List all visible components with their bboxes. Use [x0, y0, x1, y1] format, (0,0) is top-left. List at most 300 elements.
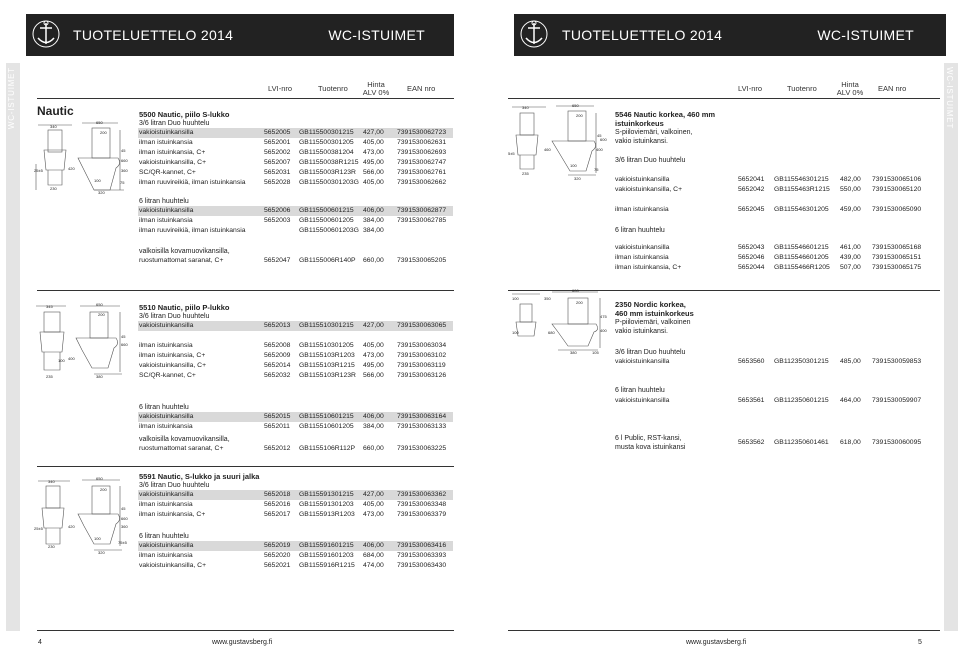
cell-lvi: 5652020 — [264, 552, 291, 559]
left-col-tuote: Tuotenro — [318, 84, 348, 93]
cell-price: 550,00 — [840, 186, 861, 193]
table-row — [138, 168, 453, 178]
cell-lvi: 5652041 — [738, 176, 765, 183]
table-row — [138, 321, 453, 331]
cell-lvi: 5652006 — [264, 207, 291, 214]
cell-ean: 7391530062662 — [397, 179, 447, 186]
dim-680e: 680 — [548, 330, 555, 335]
product-title: istuinkorkeus — [615, 119, 664, 128]
dim-75: 75 — [120, 180, 125, 185]
cell-ean: 7391530062631 — [397, 139, 447, 146]
cell-description: ilman istuinkansia, C+ — [139, 511, 206, 518]
dim-650b: 650 — [96, 302, 103, 307]
cell-product-no: GB115546601215 — [774, 244, 829, 251]
toilet-drawing-5500 — [34, 120, 134, 198]
cell-ean: 7391530062761 — [397, 169, 447, 176]
cell-lvi: 5652001 — [264, 139, 291, 146]
cell-product-no: GB115591601215 — [299, 542, 354, 549]
cell-product-no: GB115500301215 — [299, 129, 354, 136]
gustavsberg-logo-left — [26, 14, 66, 56]
table-row — [138, 178, 453, 188]
right-header-title: TUOTELUETTELO 2014 — [562, 27, 723, 43]
table-row — [138, 361, 453, 371]
dim-25: 25±5 — [34, 168, 43, 173]
cell-product-no: GB115500601205 — [299, 217, 354, 224]
cell-ean: 7391530059907 — [872, 397, 922, 404]
cell-ean: 7391530063430 — [397, 562, 447, 569]
cell-lvi: 5652009 — [264, 352, 291, 359]
cell-product-no: GB115510301215 — [299, 322, 354, 329]
cell-description: ilman istuinkansia — [615, 254, 669, 261]
cell-product-no: GB1155003R123R — [299, 169, 356, 176]
cell-price: 495,00 — [363, 159, 384, 166]
toilet-drawing-5591 — [34, 476, 134, 556]
cell-ean: 7391530060095 — [872, 439, 922, 446]
cell-lvi: 5652003 — [264, 217, 291, 224]
dim-320c: 320 — [98, 550, 105, 555]
dim-200e: 200 — [576, 300, 583, 305]
cell-description: ilman ruuvireikiä, ilman istuinkansia — [139, 227, 246, 234]
cell-lvi: 5652031 — [264, 169, 291, 176]
table-row — [138, 500, 453, 510]
cell-lvi: 5652042 — [738, 186, 765, 193]
cell-product-no: GB1155463R1215 — [774, 186, 830, 193]
dim-200: 200 — [100, 130, 107, 135]
dim-660: 660 — [121, 158, 128, 163]
product-subtitle: 6 litran huuhtelu — [615, 227, 665, 234]
dim-320d: 320 — [574, 176, 581, 181]
dim-5d: 5±5 — [508, 151, 515, 156]
cell-description: ilman istuinkansia, C+ — [139, 149, 206, 156]
dim-340d: 340 — [522, 105, 529, 110]
dim-75c: 75±5 — [118, 540, 127, 545]
dim-650: 650 — [96, 120, 103, 125]
table-row — [615, 195, 940, 205]
cell-price: 461,00 — [840, 244, 861, 251]
dim-360c: 360 — [121, 524, 128, 529]
left-header-title: TUOTELUETTELO 2014 — [73, 27, 234, 43]
cell-ean: 7391530063348 — [397, 501, 447, 508]
cell-price: 660,00 — [363, 445, 384, 452]
cell-description: vakioistuinkansilla — [615, 244, 670, 251]
cell-lvi: 5653562 — [738, 439, 765, 446]
cell-price: 684,00 — [363, 552, 384, 559]
left-header-band — [26, 14, 454, 56]
dim-100: 100 — [94, 178, 101, 183]
cell-ean: 7391530065175 — [872, 264, 922, 271]
cell-description: vakioistuinkansilla, C+ — [139, 562, 207, 569]
cell-price: 464,00 — [840, 397, 861, 404]
dim-45c: 45 — [121, 506, 126, 511]
cell-description: ilman istuinkansia — [139, 501, 193, 508]
cell-product-no: GB1155916R1215 — [299, 562, 355, 569]
cell-lvi: 5652018 — [264, 491, 291, 498]
cell-product-no: GB115510601215 — [299, 413, 354, 420]
product-desc: vakio istuinkansi. — [615, 138, 668, 145]
cell-price: 427,00 — [363, 322, 384, 329]
cell-description: ilman istuinkansia, C+ — [615, 264, 682, 271]
product-subtitle: 3/6 litran Duo huuhtelu — [615, 349, 686, 356]
cell-product-no: GB115500301203G — [299, 179, 359, 186]
right-col-hinta: Hinta ALV 0% — [836, 80, 864, 97]
table-row — [138, 422, 453, 432]
cell-description: vakioistuinkansilla — [139, 413, 194, 420]
cell-lvi: 5652028 — [264, 179, 291, 186]
left-col-ean: EAN nro — [407, 84, 436, 93]
dim-230c: 230 — [48, 544, 55, 549]
cell-description: vakioistuinkansilla — [615, 397, 670, 404]
cell-price: 406,00 — [363, 413, 384, 420]
right-col-ean: EAN nro — [878, 84, 907, 93]
cell-price: 405,00 — [363, 342, 384, 349]
product-desc: P-piiloviemäri, valkoinen — [615, 319, 691, 326]
cell-price: 473,00 — [363, 352, 384, 359]
product-subtitle: 3/6 litran Duo huuhtelu — [139, 482, 210, 489]
cell-product-no: GB115500601203G — [299, 227, 359, 234]
cell-description: ilman istuinkansia — [139, 139, 193, 146]
dim-345: 345 — [46, 304, 53, 309]
cell-product-no: GB1155006R140P — [299, 257, 356, 264]
cell-price: 507,00 — [840, 264, 861, 271]
cell-price: 405,00 — [363, 139, 384, 146]
dim-380: 380 — [96, 374, 103, 379]
dim-235d: 235 — [522, 171, 529, 176]
right-footer-page: 5 — [918, 639, 922, 646]
cell-description: vakioistuinkansilla — [139, 491, 194, 498]
dim-105e: 105 — [592, 350, 599, 355]
dim-230: 230 — [50, 186, 57, 191]
cell-ean: 7391530063362 — [397, 491, 447, 498]
cell-lvi: 5653561 — [738, 397, 765, 404]
table-row — [138, 226, 453, 236]
cell-ean: 7391530063119 — [397, 362, 446, 369]
dim-45b: 45 — [121, 334, 126, 339]
cell-description: ilman istuinkansia — [615, 206, 669, 213]
table-row — [615, 438, 940, 448]
cell-price: 405,00 — [363, 501, 384, 508]
dim-235: 235 — [46, 374, 53, 379]
right-footer-rule — [508, 630, 940, 631]
cell-product-no: GB1155466R1205 — [774, 264, 830, 271]
dim-75d: 75 — [594, 167, 599, 172]
dim-650c: 650 — [96, 476, 103, 481]
cell-description: vakioistuinkansilla — [615, 176, 670, 183]
cell-price: 473,00 — [363, 149, 384, 156]
cell-ean: 7391530063065 — [397, 322, 447, 329]
cell-ean: 7391530065106 — [872, 176, 922, 183]
cell-lvi: 5652019 — [264, 542, 291, 549]
dim-420: 420 — [68, 166, 75, 171]
cell-product-no: GB1155103R1203 — [299, 352, 355, 359]
cell-description: ilman istuinkansia — [139, 552, 193, 559]
cell-price: 618,00 — [840, 439, 861, 446]
table-row — [138, 541, 453, 551]
cell-price: 566,00 — [363, 372, 384, 379]
product-subtitle: 6 l Public, RST-kansi, — [615, 435, 682, 442]
table-row — [138, 148, 453, 158]
table-row — [138, 158, 453, 168]
cell-description: ruostumattomat saranat, C+ — [139, 445, 224, 452]
cell-product-no: GB115591601203 — [299, 552, 354, 559]
right-header-band — [514, 14, 946, 56]
right-header-section: WC-ISTUIMET — [817, 27, 914, 43]
dim-100e2: 100 — [512, 330, 519, 335]
cell-ean: 7391530065205 — [397, 257, 447, 264]
cell-lvi: 5652047 — [264, 257, 291, 264]
left-header-section: WC-ISTUIMET — [328, 27, 425, 43]
left-section-rule-2 — [37, 466, 454, 467]
cell-description: vakioistuinkansilla, C+ — [139, 159, 207, 166]
dim-400d: 400 — [596, 147, 603, 152]
cell-product-no: GB115500381204 — [299, 149, 354, 156]
product-subtitle: 3/6 litran Duo huuhtelu — [139, 313, 210, 320]
table-row — [138, 331, 453, 341]
cell-ean: 7391530063225 — [397, 445, 447, 452]
cell-price: 439,00 — [840, 254, 861, 261]
cell-lvi: 5652021 — [264, 562, 291, 569]
cell-price: 405,00 — [363, 179, 384, 186]
right-footer-url: www.gustavsberg.fi — [686, 639, 747, 646]
cell-product-no: GB112350601461 — [774, 439, 829, 446]
product-desc: S-piiloviemäri, valkoinen, — [615, 129, 693, 136]
dim-100d: 100 — [570, 163, 577, 168]
table-row — [138, 561, 453, 571]
product-subtitle: 6 litran huuhtelu — [139, 198, 189, 205]
product-desc: vakio istuinkansi. — [615, 328, 668, 335]
cell-price: 427,00 — [363, 129, 384, 136]
table-row — [138, 128, 453, 138]
toilet-drawing-5510 — [34, 302, 134, 382]
cell-price: 485,00 — [840, 358, 861, 365]
cell-lvi: 5652046 — [738, 254, 765, 261]
cell-product-no: GB115500301205 — [299, 139, 354, 146]
right-side-tab — [944, 63, 958, 631]
cell-product-no: GB1155106R112P — [299, 445, 356, 452]
cell-price: 384,00 — [363, 217, 384, 224]
dim-380e: 380 — [570, 350, 577, 355]
dim-660b: 660 — [121, 342, 128, 347]
right-side-tab-label: WC-ISTUIMET — [945, 67, 954, 130]
dim-350e: 350 — [544, 296, 551, 301]
table-row — [615, 396, 940, 406]
cell-price: 566,00 — [363, 169, 384, 176]
table-row — [138, 371, 453, 381]
table-row — [138, 351, 453, 361]
dim-360: 360 — [121, 168, 128, 173]
toilet-drawing-5546 — [508, 103, 612, 183]
cell-description: ilman istuinkansia — [139, 342, 193, 349]
left-side-tab-label: WC-ISTUIMET — [7, 67, 16, 130]
cell-description: ilman ruuvireikiä, ilman istuinkansia — [139, 179, 246, 186]
cell-price: 406,00 — [363, 207, 384, 214]
table-row — [615, 263, 940, 273]
dim-45: 45 — [121, 148, 126, 153]
table-row — [138, 256, 453, 266]
product-title: 5546 Nautic korkea, 460 mm — [615, 110, 716, 119]
toilet-drawing-2350 — [508, 288, 612, 356]
dim-45d: 45 — [597, 133, 602, 138]
cell-price: 473,00 — [363, 511, 384, 518]
product-subtitle: 6 litran huuhtelu — [139, 533, 189, 540]
dim-200d: 200 — [576, 113, 583, 118]
dim-100b: 100 — [58, 358, 65, 363]
dim-460d: 460 — [544, 147, 551, 152]
cell-lvi: 5652008 — [264, 342, 291, 349]
left-col-lvi: LVI-nro — [268, 84, 293, 93]
cell-ean: 7391530063393 — [397, 552, 447, 559]
cell-ean: 7391530065120 — [872, 186, 922, 193]
cell-product-no: GB112350301215 — [774, 358, 829, 365]
cell-description: ilman istuinkansia — [139, 423, 193, 430]
cell-description: SC/QR-kannet, C+ — [139, 169, 196, 176]
cell-description: ruostumattomat saranat, C+ — [139, 257, 224, 264]
gustavsberg-logo-right — [514, 14, 554, 56]
cell-ean: 7391530063416 — [397, 542, 447, 549]
table-row — [615, 253, 940, 263]
left-side-tab — [6, 63, 20, 631]
table-row — [615, 185, 940, 195]
cell-ean: 7391530063126 — [397, 372, 447, 379]
dim-600d: 600 — [600, 137, 607, 142]
table-row — [615, 243, 940, 253]
right-header-rule — [508, 98, 940, 99]
dim-320: 320 — [98, 190, 105, 195]
product-subtitle: 6 litran huuhtelu — [139, 404, 189, 411]
cell-ean: 7391530062747 — [397, 159, 447, 166]
cell-description: vakioistuinkansilla — [139, 542, 194, 549]
dim-660c: 660 — [121, 516, 128, 521]
dim-400e: 400 — [600, 328, 607, 333]
product-title: 5500 Nautic, piilo S-lukko — [139, 110, 230, 119]
cell-lvi: 5652016 — [264, 501, 291, 508]
cell-lvi: 5652014 — [264, 362, 291, 369]
cell-product-no: GB115546301205 — [774, 206, 829, 213]
product-subtitle: 3/6 litran Duo huuhtelu — [139, 120, 210, 127]
cell-price: 495,00 — [363, 362, 384, 369]
cell-description: vakioistuinkansilla, C+ — [615, 186, 683, 193]
cell-lvi: 5652017 — [264, 511, 291, 518]
right-col-tuote: Tuotenro — [787, 84, 817, 93]
dim-100c: 100 — [94, 536, 101, 541]
cell-lvi: 5652044 — [738, 264, 765, 271]
cell-ean: 7391530063164 — [397, 413, 447, 420]
dim-100e: 100 — [512, 296, 519, 301]
cell-ean: 7391530063133 — [397, 423, 447, 430]
table-row — [615, 205, 940, 215]
cell-product-no: GB112350601215 — [774, 397, 829, 404]
cell-lvi: 5652012 — [264, 445, 291, 452]
right-col-lvi: LVI-nro — [738, 84, 763, 93]
cell-description: ilman istuinkansia — [139, 217, 193, 224]
dim-400: 400 — [68, 356, 75, 361]
cell-product-no: GB11550038R1215 — [299, 159, 359, 166]
cell-product-no: GB1155913R1203 — [299, 511, 355, 518]
cell-description: SC/QR-kannet, C+ — [139, 372, 196, 379]
cell-lvi: 5652043 — [738, 244, 765, 251]
cell-ean: 7391530063102 — [397, 352, 447, 359]
cell-ean: 7391530063034 — [397, 342, 447, 349]
table-row — [615, 175, 940, 185]
cell-price: 474,00 — [363, 562, 384, 569]
left-header-rule — [37, 98, 454, 99]
product-subtitle: 6 litran huuhtelu — [615, 387, 665, 394]
table-row — [138, 138, 453, 148]
cell-price: 384,00 — [363, 423, 384, 430]
dim-200c: 200 — [100, 487, 107, 492]
left-footer-rule — [37, 630, 454, 631]
table-row — [138, 216, 453, 226]
left-footer-url: www.gustavsberg.fi — [212, 639, 273, 646]
cell-ean: 7391530065090 — [872, 206, 922, 213]
dim-475e: 475 — [600, 314, 607, 319]
cell-ean: 7391530065168 — [872, 244, 922, 251]
cell-ean: 7391530065151 — [872, 254, 922, 261]
table-row — [138, 490, 453, 500]
cell-ean: 7391530062877 — [397, 207, 447, 214]
table-row — [138, 341, 453, 351]
left-col-hinta: Hinta ALV 0% — [362, 80, 390, 97]
cell-product-no: GB1155103R1215 — [299, 362, 355, 369]
product-subtitle: valkoisilla kovamuovikansilla, — [139, 436, 230, 443]
cell-product-no: GB115546601205 — [774, 254, 829, 261]
table-row — [615, 357, 940, 367]
left-section-rule — [37, 290, 454, 291]
cell-description: vakioistuinkansilla, C+ — [139, 362, 207, 369]
cell-price: 660,00 — [363, 257, 384, 264]
section-label-nautic: Nautic — [37, 104, 74, 118]
cell-product-no: GB115546301215 — [774, 176, 829, 183]
dim-200b: 200 — [98, 312, 105, 317]
dim-340c: 340 — [48, 479, 55, 484]
left-footer-page: 4 — [38, 639, 42, 646]
cell-description: vakioistuinkansilla — [615, 358, 670, 365]
cell-lvi: 5652032 — [264, 372, 291, 379]
table-row — [138, 551, 453, 561]
product-subtitle: musta kova istuinkansi — [615, 444, 686, 451]
product-title: 5510 Nautic, piilo P-lukko — [139, 303, 230, 312]
cell-ean: 7391530062785 — [397, 217, 447, 224]
cell-ean: 7391530063379 — [397, 511, 447, 518]
dim-25c: 25±5 — [34, 526, 43, 531]
product-title: 460 mm istuinkorkeus — [615, 309, 694, 318]
table-row — [138, 412, 453, 422]
cell-description: vakioistuinkansilla — [139, 207, 194, 214]
cell-lvi: 5652002 — [264, 149, 291, 156]
cell-product-no: GB115591301203 — [299, 501, 354, 508]
cell-ean: 7391530062723 — [397, 129, 447, 136]
cell-ean: 7391530059853 — [872, 358, 922, 365]
cell-price: 482,00 — [840, 176, 861, 183]
cell-price: 427,00 — [363, 491, 384, 498]
cell-product-no: GB115591301215 — [299, 491, 354, 498]
cell-price: 459,00 — [840, 206, 861, 213]
product-title: 5591 Nautic, S-lukko ja suuri jalka — [139, 472, 260, 481]
cell-lvi: 5652015 — [264, 413, 291, 420]
dim-420c: 420 — [68, 524, 75, 529]
table-row — [138, 206, 453, 216]
cell-price: 384,00 — [363, 227, 384, 234]
product-subtitle: 3/6 litran Duo huuhtelu — [615, 157, 686, 164]
cell-product-no: GB115500601215 — [299, 207, 354, 214]
cell-lvi: 5652007 — [264, 159, 291, 166]
table-row — [138, 444, 453, 454]
cell-lvi: 5652045 — [738, 206, 765, 213]
dim-600e: 600 — [572, 288, 579, 293]
table-row — [138, 510, 453, 520]
product-subtitle: valkoisilla kovamuovikansilla, — [139, 248, 230, 255]
cell-description: vakioistuinkansilla — [139, 129, 194, 136]
dim-340: 340 — [50, 124, 57, 129]
